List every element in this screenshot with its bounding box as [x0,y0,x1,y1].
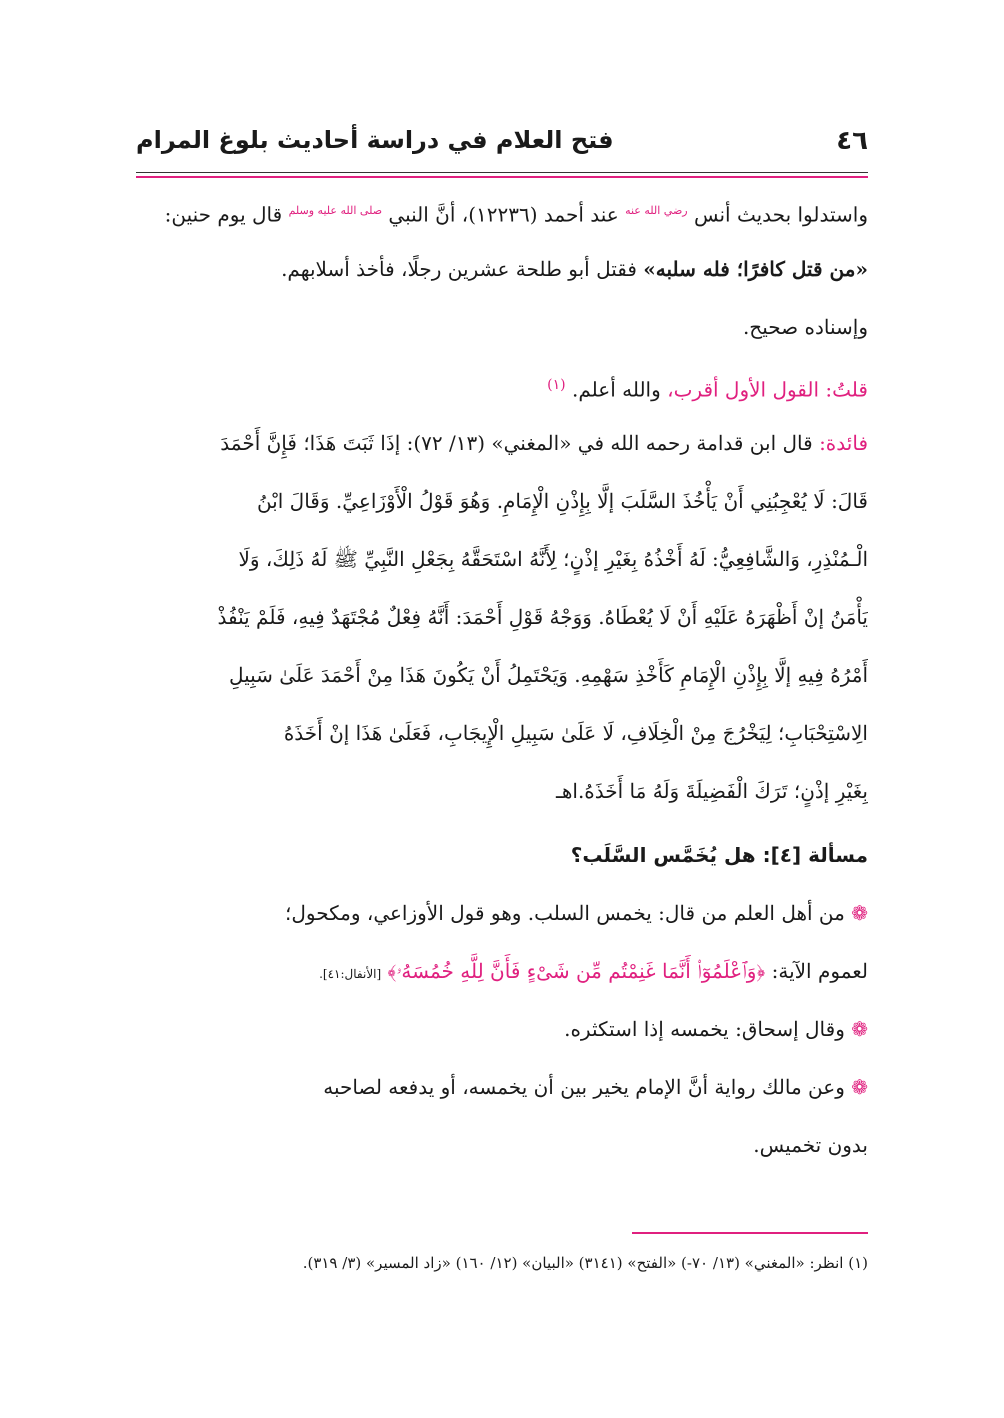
benefit-line: فائدة: قال ابن قدامة رحمه الله في «المغني» (١٣/ ٧٢): إذَا ثَبَتَ هَذَا؛ فَإِنَّ أَحْمَدَ [220,431,868,455]
honorific-glyph: رضي الله عنه [625,204,688,217]
paragraph-line: يَأْمَنُ إنْ أَظْهَرَهُ عَلَيْهِ أَنْ لَا يُعْطَاهُ. وَوَجْهُ قَوْلِ أَحْمَدَ: أَنَّهُ فِعْلٌ مُجْتَهَدٌ فِيهِ، فَلَمْ يَنْفُذْ [217,605,868,629]
paragraph-line: وإسناده صحيح. [742,315,868,339]
header-rule-bottom [136,176,868,178]
page-content [136,182,868,1174]
page-header [136,122,868,166]
paragraph-line: واستدلوا بحديث أنس $^{رضي الله عنه}$ عند أحمد (١٢٢٣٦)، أنَّ النبي $^{صلى الله عليه وسلم}$ قال يوم حنين: [164,202,868,227]
bullet-line: ❁ وعن مالك رواية أنَّ الإمام يخير بين أن يخمسه، أو يدفعه لصاحبه [323,1075,868,1099]
paragraph-line: قَالَ: لَا يُعْجِبُنِي أَنْ يَأْخُذَ السَّلَبَ إلَّا بِإِذْنِ الْإِمَامِ. وَهُوَ قَوْلُ الْأَوْزَاعِيِّ. وَقَالَ ابْنُ [256,489,868,513]
header-rule-top [136,172,868,173]
flower-bullet-icon: ❁ [851,1017,868,1041]
verse-reference: [الأنفال:٤١]. [319,967,382,981]
bullet-line: ❁ من أهل العلم من قال: يخمس السلب. وهو قول الأوزاعي، ومكحول؛ [284,901,868,925]
honorific-glyph: صلى الله عليه وسلم [288,204,383,217]
benefit-label: فائدة: [819,431,868,455]
conclusion-label: قلتُ: القول الأول أقرب، [667,377,868,402]
flower-bullet-icon: ❁ [851,1075,868,1099]
paragraph-line: بِغَيْرِ إذْنٍ؛ تَرَكَ الْفَضِيلَةَ وَلَهُ مَا أَخَذَهُ.اهـ [555,779,868,803]
page-number: ٤٦ [836,126,868,156]
conclusion-line: قلتُ: القول الأول أقرب، والله أعلم. $^{(١)}$ [547,377,868,402]
paragraph-line: «من قتل كافرًا؛ فله سلبه» فقتل أبو طلحة عشرين رجلًا، فأخذ أسلابهم. [281,257,868,281]
footnote: (١) انظر: «المغني» (١٣/ ٧٠-) «الفتح» (٣١٤١) «البيان» (١٢/ ١٦٠) «زاد المسير» (٣/ ٣١٩). [302,1254,868,1272]
bullet-line: ❁ وقال إسحاق: يخمسه إذا استكثره. [564,1017,868,1041]
paragraph-line: الْـمُنْذِرِ، وَالشَّافِعِيُّ: لَهُ أَخْذُهُ بِغَيْرِ إذْنٍ؛ لِأَنَّهُ اسْتَحَقَّهُ بِجَعْلِ النَّبِيِّ ﷺ لَهُ ذَلِكَ، وَلَا [238,547,868,571]
issue-heading: مسألة [٤]: هل يُخَمَّس السَّلَب؟ [570,843,868,867]
footnote-separator [632,1232,868,1234]
paragraph-line: أَمْرُهُ فِيهِ إلَّا بِإِذْنِ الْإِمَامِ كَأَخْذِ سَهْمِهِ. وَيَحْتَمِلُ أَنْ يَكُونَ هَذَا مِنْ أَحْمَدَ عَلَىٰ سَبِيلِ [228,663,868,687]
paragraph-line: الِاسْتِحْبَابِ؛ لِيَخْرُجَ مِنْ الْخِلَافِ، لَا عَلَىٰ سَبِيلِ الْإِيجَابِ، فَعَلَىٰ هَذَا إنْ أَخَذَهُ [283,721,868,745]
flower-bullet-icon: ❁ [851,901,868,925]
footnote-marker: (١) [547,377,566,393]
paragraph-line: بدون تخميس. [753,1133,868,1157]
quran-verse: ﴿وَٱعْلَمُوٓا۟ أَنَّمَا غَنِمْتُم مِّن شَىْءٍ فَأَنَّ لِلَّهِ خُمُسَهُۥ﴾ [387,959,766,983]
book-title: فتح العلام في دراسة أحاديث بلوغ المرام [136,126,614,154]
hadith-quote: «من قتل كافرًا؛ فله سلبه» [643,257,868,281]
paragraph-line: لعموم الآية: ﴿وَٱعْلَمُوٓا۟ أَنَّمَا غَنِمْتُم مِّن شَىْءٍ فَأَنَّ لِلَّهِ خُمُسَهُۥ﴾ [الأنفال:٤١]. [319,959,868,983]
